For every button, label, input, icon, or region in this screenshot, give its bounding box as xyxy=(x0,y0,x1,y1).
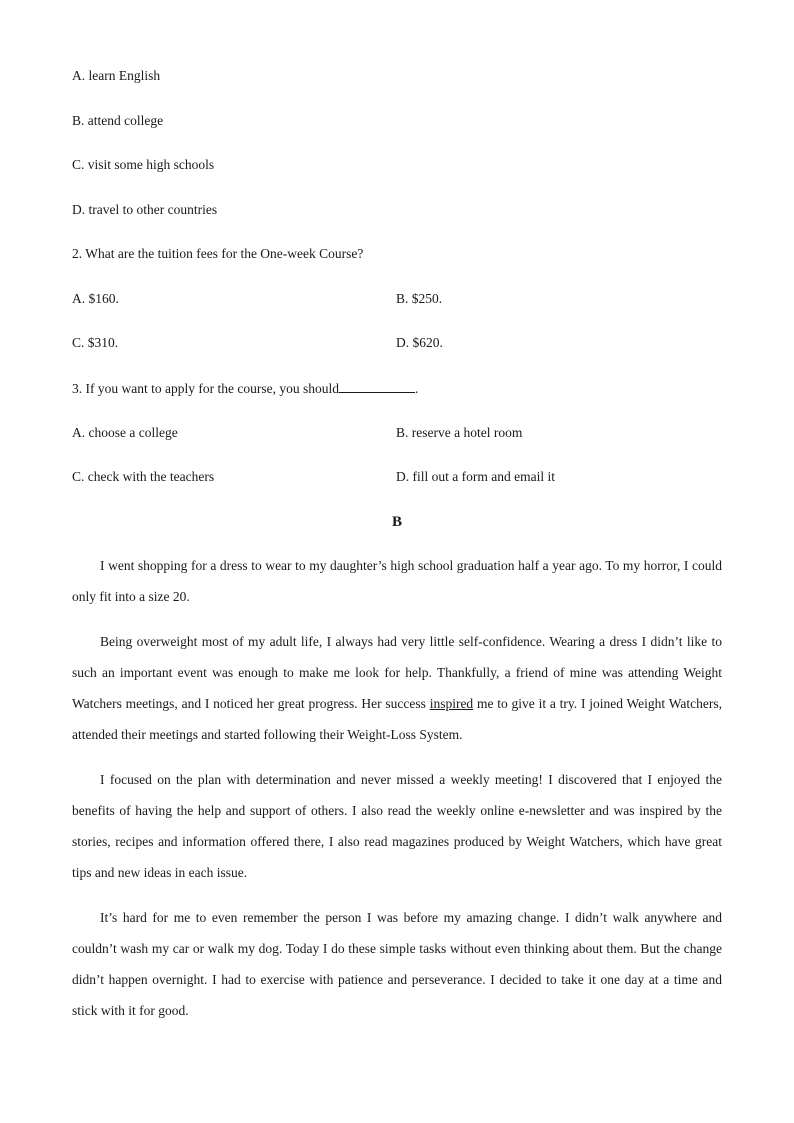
q2-option-d: D. $620. xyxy=(396,335,443,350)
passage-paragraph-4: It’s hard for me to even remember the person I was before my amazing change. I didn’t walk anywhere and couldn’t wash my car or walk my dog. Today I do these simple tasks without even thinking about them. But the change didn’t happen overnight. I had to exercise with patience and perseverance. I decided to take it one day at a time and stick with it for good. xyxy=(72,910,722,1018)
q2-option-b: B. $250. xyxy=(396,291,443,306)
paragraph-2-text-start: Being overweight most of my adult life, I always had very little self-confidence. Wearing a dress I didn’t like to such an important event was enough to make me look for help. Thankfully, a friend of mine was attending Weight Watchers meetings, and I noticed her great progress. Her success xyxy=(72,634,722,711)
section-title: B xyxy=(391,514,402,530)
q2-option-c: C. $310. xyxy=(72,335,119,350)
passage-paragraph-1: I went shopping for a dress to wear to my daughter’s high school graduation half a year ago. To my horror, I could only fit into a size 20. xyxy=(72,558,722,604)
q1-option-a: A. learn English xyxy=(72,68,161,83)
q3-question-text: 3. If you want to apply for the course, you should xyxy=(72,381,339,396)
q3-question xyxy=(72,379,418,398)
q3-question-end: . xyxy=(414,381,419,396)
q3-option-a: A. choose a college xyxy=(72,425,178,440)
q3-option-c: C. check with the teachers xyxy=(72,469,215,484)
passage-paragraph-2 xyxy=(72,626,722,750)
paragraph-2-text-end: me to give it a try. I joined Weight Watchers, attended their meetings and started following their Weight-Loss System. xyxy=(72,696,722,742)
q3-option-d: D. fill out a form and email it xyxy=(396,469,555,484)
q3-option-b: B. reserve a hotel room xyxy=(396,425,523,440)
q1-option-c: C. visit some high schools xyxy=(72,157,215,172)
q2-question: 2. What are the tuition fees for the One-week Course? xyxy=(72,246,364,261)
q1-option-b: B. attend college xyxy=(72,113,164,128)
q2-option-a: A. $160. xyxy=(72,291,119,306)
answer-blank xyxy=(339,379,415,393)
q1-option-d: D. travel to other countries xyxy=(72,202,218,217)
underlined-word: inspired xyxy=(429,696,474,711)
passage-paragraph-3: I focused on the plan with determination and never missed a weekly meeting! I discovered that I enjoyed the benefits of having the help and support of others. I also read the weekly online e-newsletter and was inspired by the stories, recipes and information offered there, I also read magazines produced by Weight Watchers, which have great tips and new ideas in each issue. xyxy=(72,772,722,880)
